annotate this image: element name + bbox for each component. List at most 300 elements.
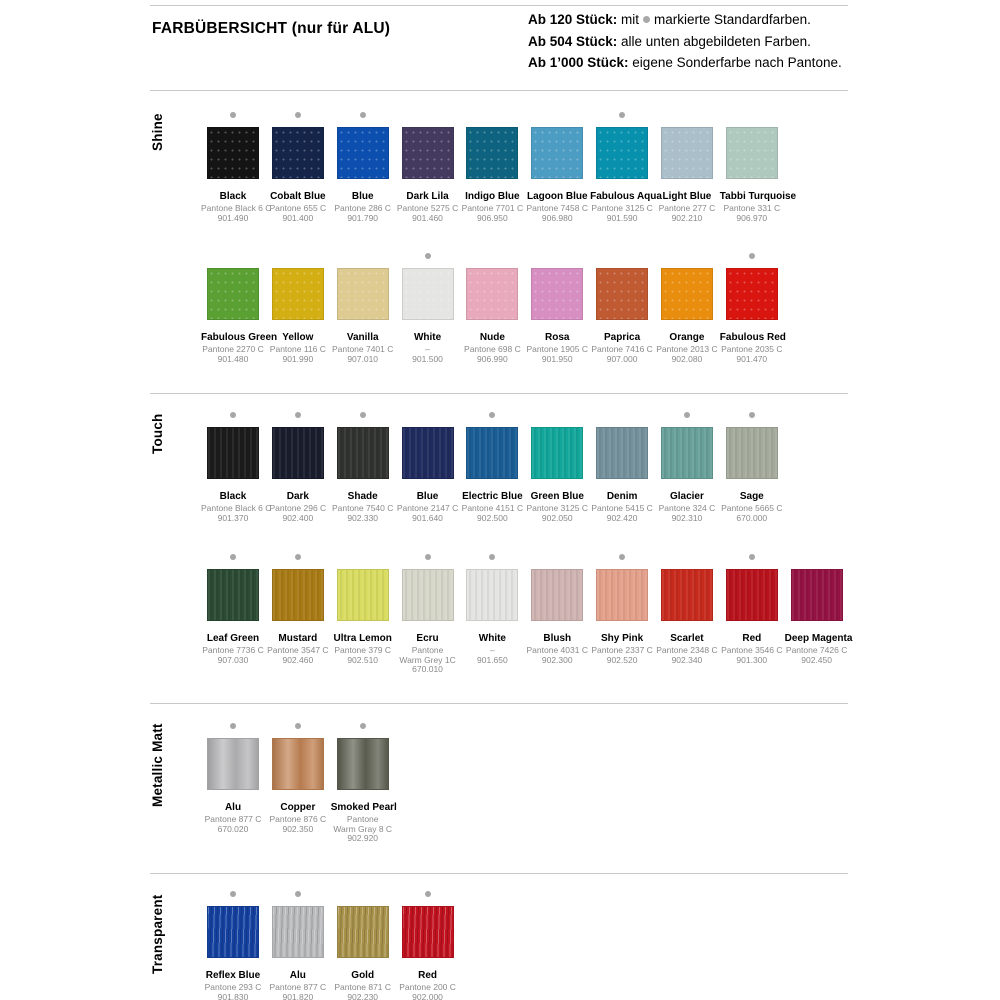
swatch-labels [331,633,395,665]
touch-texture-overlay [467,570,517,620]
swatch-name: Scarlet [670,633,704,644]
swatch-pantone: Pantone 7426 C [785,645,848,655]
divider-line [150,873,848,874]
swatch-pantone: Pantone 7401 C [331,344,394,354]
standard-color-dot [489,554,495,560]
color-swatch [466,427,518,479]
swatch-article-number: 902.920 [347,833,379,843]
swatch-name: Sage [739,491,764,502]
swatch-name: Yellow [282,332,314,343]
swatch-cell-sage [720,405,784,523]
swatch-labels [396,491,460,523]
swatch-pantone: Pantone 7701 C [461,203,524,213]
swatch-cell-red [396,884,460,1000]
standard-color-dot [749,253,755,259]
swatch-pantone: Pantone 877 C [204,814,262,824]
swatch-labels [590,332,654,364]
swatch-name: White [413,332,442,343]
swatch-cell-white [396,246,460,364]
color-swatch [402,906,454,958]
swatch-article-number: 902.300 [541,654,573,665]
swatch-labels [201,491,272,523]
swatch-pantone: Pantone 698 C [464,344,521,354]
shine-texture-overlay [727,128,777,178]
shine-texture-overlay [208,269,258,319]
color-swatch [466,127,518,179]
divider-line [150,90,848,91]
touch-texture-overlay [532,570,582,620]
swatch-cell-paprica [590,246,654,364]
quantity-notes [528,9,842,74]
standard-color-dot [295,412,301,418]
swatch-cell-indigo-blue [460,105,524,223]
swatch-article-number: 901.500 [412,353,443,364]
swatch-article-number: 902.310 [671,512,703,523]
swatch-article-number: 670.000 [736,512,768,523]
swatch-article-number: 907.010 [347,353,379,364]
section-label-touch: Touch [150,413,165,454]
swatch-labels [590,491,654,523]
color-swatch [531,268,583,320]
swatch-cell-denim [590,405,654,523]
standard-color-dot [425,554,431,560]
swatch-labels [331,802,395,844]
swatch-pantone: Pantone 7458 C [526,203,588,213]
swatch-article-number: 902.330 [347,512,379,523]
transparent-texture-overlay [273,907,323,957]
shine-texture-overlay [467,269,517,319]
standard-color-dot [230,554,236,560]
touch-texture-overlay [403,428,453,478]
swatch-pantone: Pantone 655 C [269,203,327,213]
touch-texture-overlay [273,428,323,478]
swatch-name: Red [418,970,437,981]
color-swatch [466,569,518,621]
standard-color-dot [295,112,301,118]
swatch-pantone: Pantone 7416 C [591,344,653,354]
note-line: Ab 120 Stück: mit markierte Standardfarben. [528,12,811,27]
color-swatch [207,127,259,179]
swatch-cell-black [201,105,272,223]
swatch-cell-dark [266,405,330,523]
swatch-name: Leaf Green [206,633,260,644]
swatch-cell-yellow [266,246,330,364]
swatch-name: Shade [347,491,378,502]
swatch-labels [590,633,654,665]
swatch-article-number: 901.490 [217,212,249,223]
swatch-labels [396,191,460,223]
swatch-name: Electric Blue [462,491,523,502]
color-swatch [337,427,389,479]
color-swatch [726,569,778,621]
swatch-pantone: Pantone 877 C [269,982,327,992]
swatch-labels [460,332,524,364]
touch-texture-overlay [532,428,582,478]
swatch-cell-nude [460,246,524,364]
swatch-article-number: 901.990 [282,353,314,364]
color-swatch [661,569,713,621]
swatch-article-number: 901.370 [217,512,249,523]
color-swatch [272,569,324,621]
color-swatch [272,427,324,479]
swatch-labels [396,633,460,675]
standard-color-legend-dot-icon [643,16,650,23]
standard-color-dot [295,554,301,560]
swatch-pantone: Pantone 331 C [723,203,781,213]
swatch-name: Gold [351,970,375,981]
swatch-cell-blue [396,405,460,523]
swatch-article-number: 901.460 [412,212,443,223]
page-title: FARBÜBERSICHT (nur für ALU) [152,20,391,37]
swatch-labels [525,491,589,523]
touch-texture-overlay [597,570,647,620]
swatch-pantone: Pantone 2348 C [656,645,718,655]
standard-color-dot [749,554,755,560]
swatch-pantone: Pantone 4031 C [526,645,588,655]
shine-texture-overlay [532,269,582,319]
shine-texture-overlay [532,128,582,178]
swatch-cell-shade [331,405,395,523]
swatch-article-number: 902.520 [606,654,638,665]
swatch-cell-shy-pink [590,547,654,665]
swatch-name: Paprica [604,332,641,343]
swatch-labels [460,633,524,665]
swatch-labels [655,332,719,364]
color-swatch [596,569,648,621]
swatch-name: Ultra Lemon [333,633,392,644]
swatch-labels [655,191,719,223]
shine-texture-overlay [662,269,712,319]
swatch-pantone: Pantone 876 C [269,814,327,824]
swatch-article-number: 901.640 [412,512,443,523]
swatch-article-number: 902.210 [671,212,703,223]
swatch-article-number: 901.790 [347,212,379,223]
swatch-article-number: 906.980 [541,212,573,223]
swatch-name: Alu [289,970,306,981]
swatch-pantone: Pantone 7540 C [331,503,394,513]
swatch-labels [266,491,330,523]
swatch-labels [201,191,272,223]
swatch-labels [525,191,589,223]
swatch-cell-red [720,547,784,665]
color-swatch [726,127,778,179]
color-swatch [207,268,259,320]
swatch-labels [720,332,784,364]
shine-texture-overlay [273,269,323,319]
swatch-pantone: – [425,344,430,354]
touch-texture-overlay [338,570,388,620]
swatch-article-number: 901.950 [541,353,573,364]
swatch-name: Rosa [545,332,570,343]
swatch-pantone: Pantone 200 C [399,982,456,992]
swatch-article-number: 902.000 [412,991,443,1000]
color-swatch [337,738,389,790]
swatch-pantone: – [490,645,495,655]
swatch-name: Alu [224,802,242,813]
color-swatch [337,127,389,179]
swatch-article-number: 902.050 [541,512,573,523]
swatch-labels [266,802,330,834]
swatch-article-number: 901.480 [217,353,249,364]
swatch-pantone: Pantone 5275 C [396,203,459,213]
shine-texture-overlay [403,269,453,319]
color-swatch [531,127,583,179]
swatch-article-number: 670.010 [412,664,443,674]
swatch-name: Smoked Pearl [330,802,397,813]
swatch-name: Shy Pink [600,633,644,644]
swatch-cell-deep-magenta [784,547,853,665]
swatch-article-number: 902.450 [801,654,832,665]
color-swatch [402,569,454,621]
swatch-pantone: Pantone Black 6 C [201,203,272,213]
swatch-pantone: Pantone 5415 C [591,503,653,513]
swatch-labels [331,970,395,1000]
swatch-article-number: 902.500 [477,512,508,523]
swatch-article-number: 902.350 [282,823,314,834]
swatch-cell-blue [331,105,395,223]
swatch-name: Green Blue [530,491,584,502]
shine-texture-overlay [597,269,647,319]
swatch-name: Glacier [669,491,704,502]
swatch-cell-smoked-pearl [331,716,395,844]
swatch-pantone: Pantone 277 C [658,203,716,213]
color-swatch [402,427,454,479]
swatch-cell-black [201,405,272,523]
swatch-cell-leaf-green [201,547,265,665]
shine-texture-overlay [338,128,388,178]
swatch-article-number: 902.510 [347,654,379,665]
color-swatch [337,268,389,320]
color-swatch [661,268,713,320]
swatch-name: Tabbi Turquoise [719,191,797,202]
swatch-name: Blue [416,491,439,502]
swatch-cell-lagoon-blue [525,105,589,223]
swatch-pantone: Pantone 379 C [334,645,392,655]
metallic-texture-overlay [208,739,258,789]
swatch-pantone: Pantone 286 C [334,203,392,213]
transparent-texture-overlay [338,907,388,957]
divider-line [150,5,848,6]
touch-texture-overlay [727,428,777,478]
swatch-pantone: Pantone 293 C [204,982,262,992]
shine-texture-overlay [208,128,258,178]
swatch-name: Indigo Blue [465,191,520,202]
swatch-labels [266,191,330,223]
shine-texture-overlay [403,128,453,178]
standard-color-dot [230,112,236,118]
note-quantity: Ab 504 Stück: [528,33,618,49]
swatch-labels [331,491,395,523]
swatch-name: Reflex Blue [205,970,261,981]
swatch-article-number: 907.030 [217,654,249,665]
color-swatch [272,906,324,958]
swatch-pantone: Pantone 7736 C [202,645,264,655]
swatch-name: Ecru [416,633,439,644]
swatch-cell-scarlet [655,547,719,665]
swatch-article-number: 670.020 [217,823,249,834]
swatch-pantone: Pantone 3547 C [267,645,329,655]
swatch-labels [266,633,330,665]
standard-color-dot [360,723,366,729]
color-swatch [402,127,454,179]
swatch-article-number: 901.400 [282,212,314,223]
transparent-texture-overlay [208,907,258,957]
color-swatch [596,268,648,320]
note-quantity: Ab 120 Stück: [528,12,618,27]
swatch-labels [201,970,265,1000]
swatch-cell-reflex-blue [201,884,265,1000]
swatch-pantone: Pantone 3125 C [526,503,588,513]
swatch-pantone: Pantone Black 6 C [201,503,272,513]
swatch-article-number: 901.300 [736,654,768,665]
swatch-cell-copper [266,716,330,834]
swatch-name: Fabulous Aqua [590,191,662,202]
color-swatch [337,906,389,958]
swatch-name: Red [742,633,762,644]
swatch-cell-tabbi-turquoise [719,105,797,223]
swatch-labels [460,191,524,223]
swatch-name: Copper [280,802,316,813]
swatch-article-number: 901.590 [606,212,638,223]
color-swatch [466,268,518,320]
swatch-cell-mustard [266,547,330,665]
swatch-pantone: Pantone 324 C [658,503,716,513]
divider-line [150,703,848,704]
swatch-name: Blush [543,633,572,644]
swatch-cell-fabulous-red [720,246,784,364]
swatch-pantone: Pantone 2337 C [591,645,653,655]
swatch-name: Light Blue [662,191,712,202]
swatch-cell-electric-blue [460,405,524,523]
swatch-labels [525,633,589,665]
touch-texture-overlay [727,570,777,620]
standard-color-dot [619,554,625,560]
section-label-shine: Shine [150,113,165,151]
swatch-pantone: Pantone 2270 C [202,344,264,354]
color-swatch [272,738,324,790]
swatch-cell-green-blue [525,405,589,523]
swatch-article-number: 901.820 [282,991,314,1000]
color-swatch [337,569,389,621]
note-line: Ab 1’000 Stück: eigene Sonderfarbe nach Pantone. [528,55,842,70]
swatch-labels [590,191,662,223]
swatch-labels [201,802,265,834]
swatch-article-number: 902.420 [606,512,638,523]
swatch-name: Blue [351,191,374,202]
swatch-name: Vanilla [346,332,379,343]
metallic-texture-overlay [273,739,323,789]
color-swatch [531,427,583,479]
color-swatch [207,906,259,958]
swatch-labels [201,633,265,665]
touch-texture-overlay [208,570,258,620]
swatch-article-number: 901.650 [477,654,508,665]
touch-texture-overlay [338,428,388,478]
shine-texture-overlay [467,128,517,178]
transparent-texture-overlay [403,907,453,957]
swatch-name: Fabulous Red [719,332,786,343]
swatch-article-number: 901.830 [217,991,249,1000]
swatch-cell-vanilla [331,246,395,364]
swatch-pantone: Pantone 2147 C [396,503,459,513]
swatch-pantone: Pantone 5665 C [721,503,783,513]
swatch-pantone: Warm Grey 1C [399,654,456,665]
touch-texture-overlay [792,570,842,620]
swatch-article-number: 902.080 [671,353,703,364]
touch-texture-overlay [662,428,712,478]
swatch-labels [396,970,460,1000]
touch-texture-overlay [208,428,258,478]
color-swatch [661,127,713,179]
swatch-pantone: Warm Gray 8 C [333,823,393,834]
touch-texture-overlay [597,428,647,478]
touch-texture-overlay [273,570,323,620]
swatch-name: Denim [606,491,638,502]
swatch-cell-cobalt-blue [266,105,330,223]
color-swatch [661,427,713,479]
color-swatch [402,268,454,320]
swatch-pantone: Pantone 116 C [269,344,326,354]
swatch-name: Cobalt Blue [270,191,326,202]
swatch-cell-ultra-lemon [331,547,395,665]
swatch-pantone: Pantone [346,814,379,824]
standard-color-dot [295,891,301,897]
color-swatch [726,427,778,479]
standard-color-dot [425,253,431,259]
swatch-name: Dark Lila [406,191,449,202]
swatch-article-number: 902.460 [282,654,314,665]
note-line: Ab 504 Stück: alle unten abgebildeten Farben. [528,33,811,49]
color-swatch [596,127,648,179]
swatch-cell-alu [266,884,330,1000]
swatch-name: Lagoon Blue [526,191,588,202]
section-label-metallic-matt: Metallic Matt [150,723,165,807]
swatch-name: Black [219,191,247,202]
swatch-name: Dark [286,491,309,502]
divider-line [150,393,848,394]
standard-color-dot [230,723,236,729]
swatch-pantone: Pantone 296 C [269,503,327,513]
swatch-pantone: Pantone 2035 C [721,344,783,354]
swatch-pantone: Pantone 3125 C [591,203,653,213]
swatch-labels [720,491,784,523]
swatch-article-number: 907.000 [606,353,638,364]
swatch-cell-orange [655,246,719,364]
touch-texture-overlay [403,570,453,620]
shine-texture-overlay [338,269,388,319]
shine-texture-overlay [273,128,323,178]
swatch-name: Orange [669,332,705,343]
swatch-pantone: Pantone 2013 C [656,344,718,354]
swatch-labels [266,332,330,364]
section-label-transparent: Transparent [150,894,165,974]
swatch-cell-alu [201,716,265,834]
shine-texture-overlay [662,128,712,178]
swatch-cell-light-blue [655,105,719,223]
swatch-pantone: Pantone 1905 C [526,344,588,354]
swatch-labels [396,332,460,364]
swatch-cell-glacier [655,405,719,523]
shine-texture-overlay [597,128,647,178]
swatch-article-number: 902.400 [282,512,314,523]
touch-texture-overlay [467,428,517,478]
color-swatch [272,268,324,320]
swatch-name: White [478,633,506,644]
swatch-labels [331,332,395,364]
swatch-pantone: Pantone 871 C [334,982,392,992]
standard-color-dot [489,412,495,418]
swatch-cell-rosa [525,246,589,364]
